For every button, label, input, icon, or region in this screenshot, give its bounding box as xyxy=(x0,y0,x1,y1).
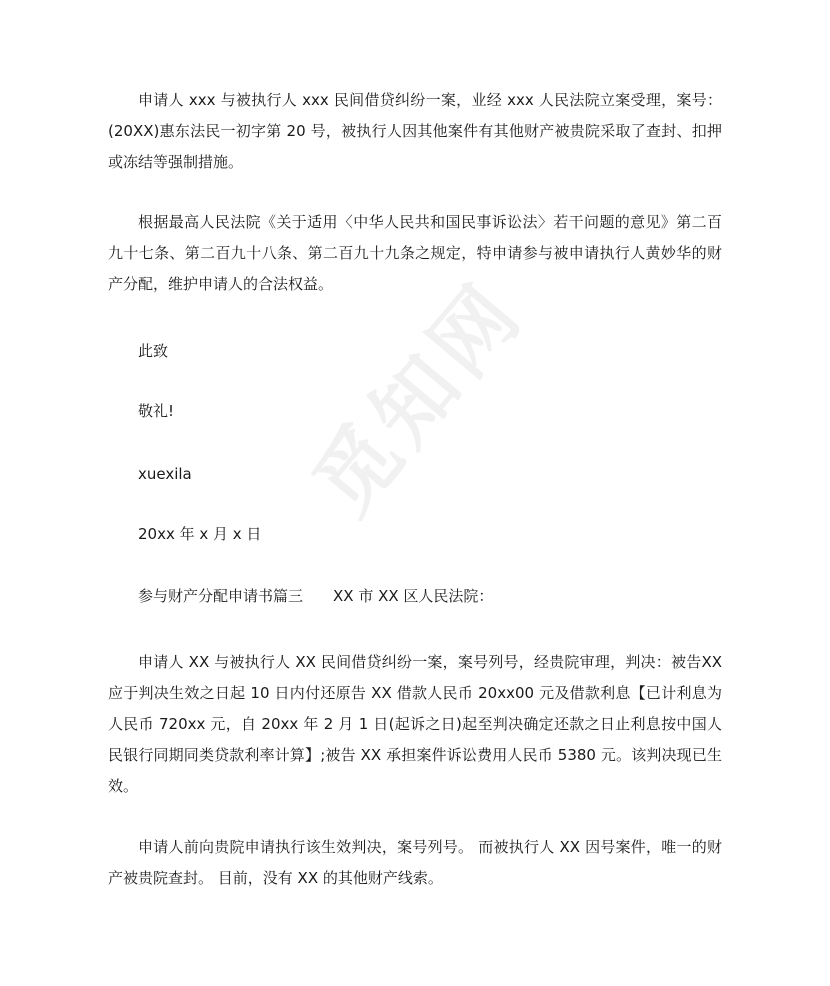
closing-salutation: 此致 xyxy=(138,342,169,360)
paragraph-judgment: 申请人 XX 与被执行人 XX 民间借贷纠纷一案，案号列号，经贵院审理，判决：被告XX 应于判决生效之日起 10 日内付还原告 XX 借款人民币 20xx00 元及借款利息【已计利息为人民币 720xx 元，自 20xx 年 2 月 1 日(起诉之日)起至判决确定还款之日止利息按中国人民银行同期同类贷款利率计算】;被告 XX 承担案件诉讼费用人民币 5380 元。该判决现已生效。 xyxy=(108,653,722,795)
section-heading xyxy=(138,584,493,608)
closing-respect: 敬礼! xyxy=(138,402,175,420)
paragraph-enforcement: 申请人前向贵院申请执行该生效判决，案号列号。 而被执行人 XX 因号案件，唯一的财产被贵院查封。 目前，没有 XX 的其他财产线索。 xyxy=(108,838,722,887)
watermark: 觅知网 xyxy=(296,264,543,533)
signature: xuexila xyxy=(138,465,192,483)
court-address: XX 市 XX 区人民法院： xyxy=(333,587,494,605)
date-line: 20xx 年 x 月 x 日 xyxy=(138,525,262,543)
section-title: 参与财产分配申请书篇三 xyxy=(138,587,304,605)
paragraph-case-filing: 申请人 xxx 与被执行人 xxx 民间借贷纠纷一案，业经 xxx 人民法院立案受理，案号：(20XX)惠东法民一初字第 20 号，被执行人因其他案件有其他财产被贵院采取了查封、扣押或冻结等强制措施。 xyxy=(108,91,722,171)
paragraph-legal-basis: 根据最高人民法院《关于适用〈中华人民共和国民事诉讼法〉若干问题的意见》第二百九十七条、第二百九十八条、第二百九十九条之规定，特申请参与被申请执行人黄妙华的财产分配，维护申请人的合法权益。 xyxy=(108,213,722,293)
